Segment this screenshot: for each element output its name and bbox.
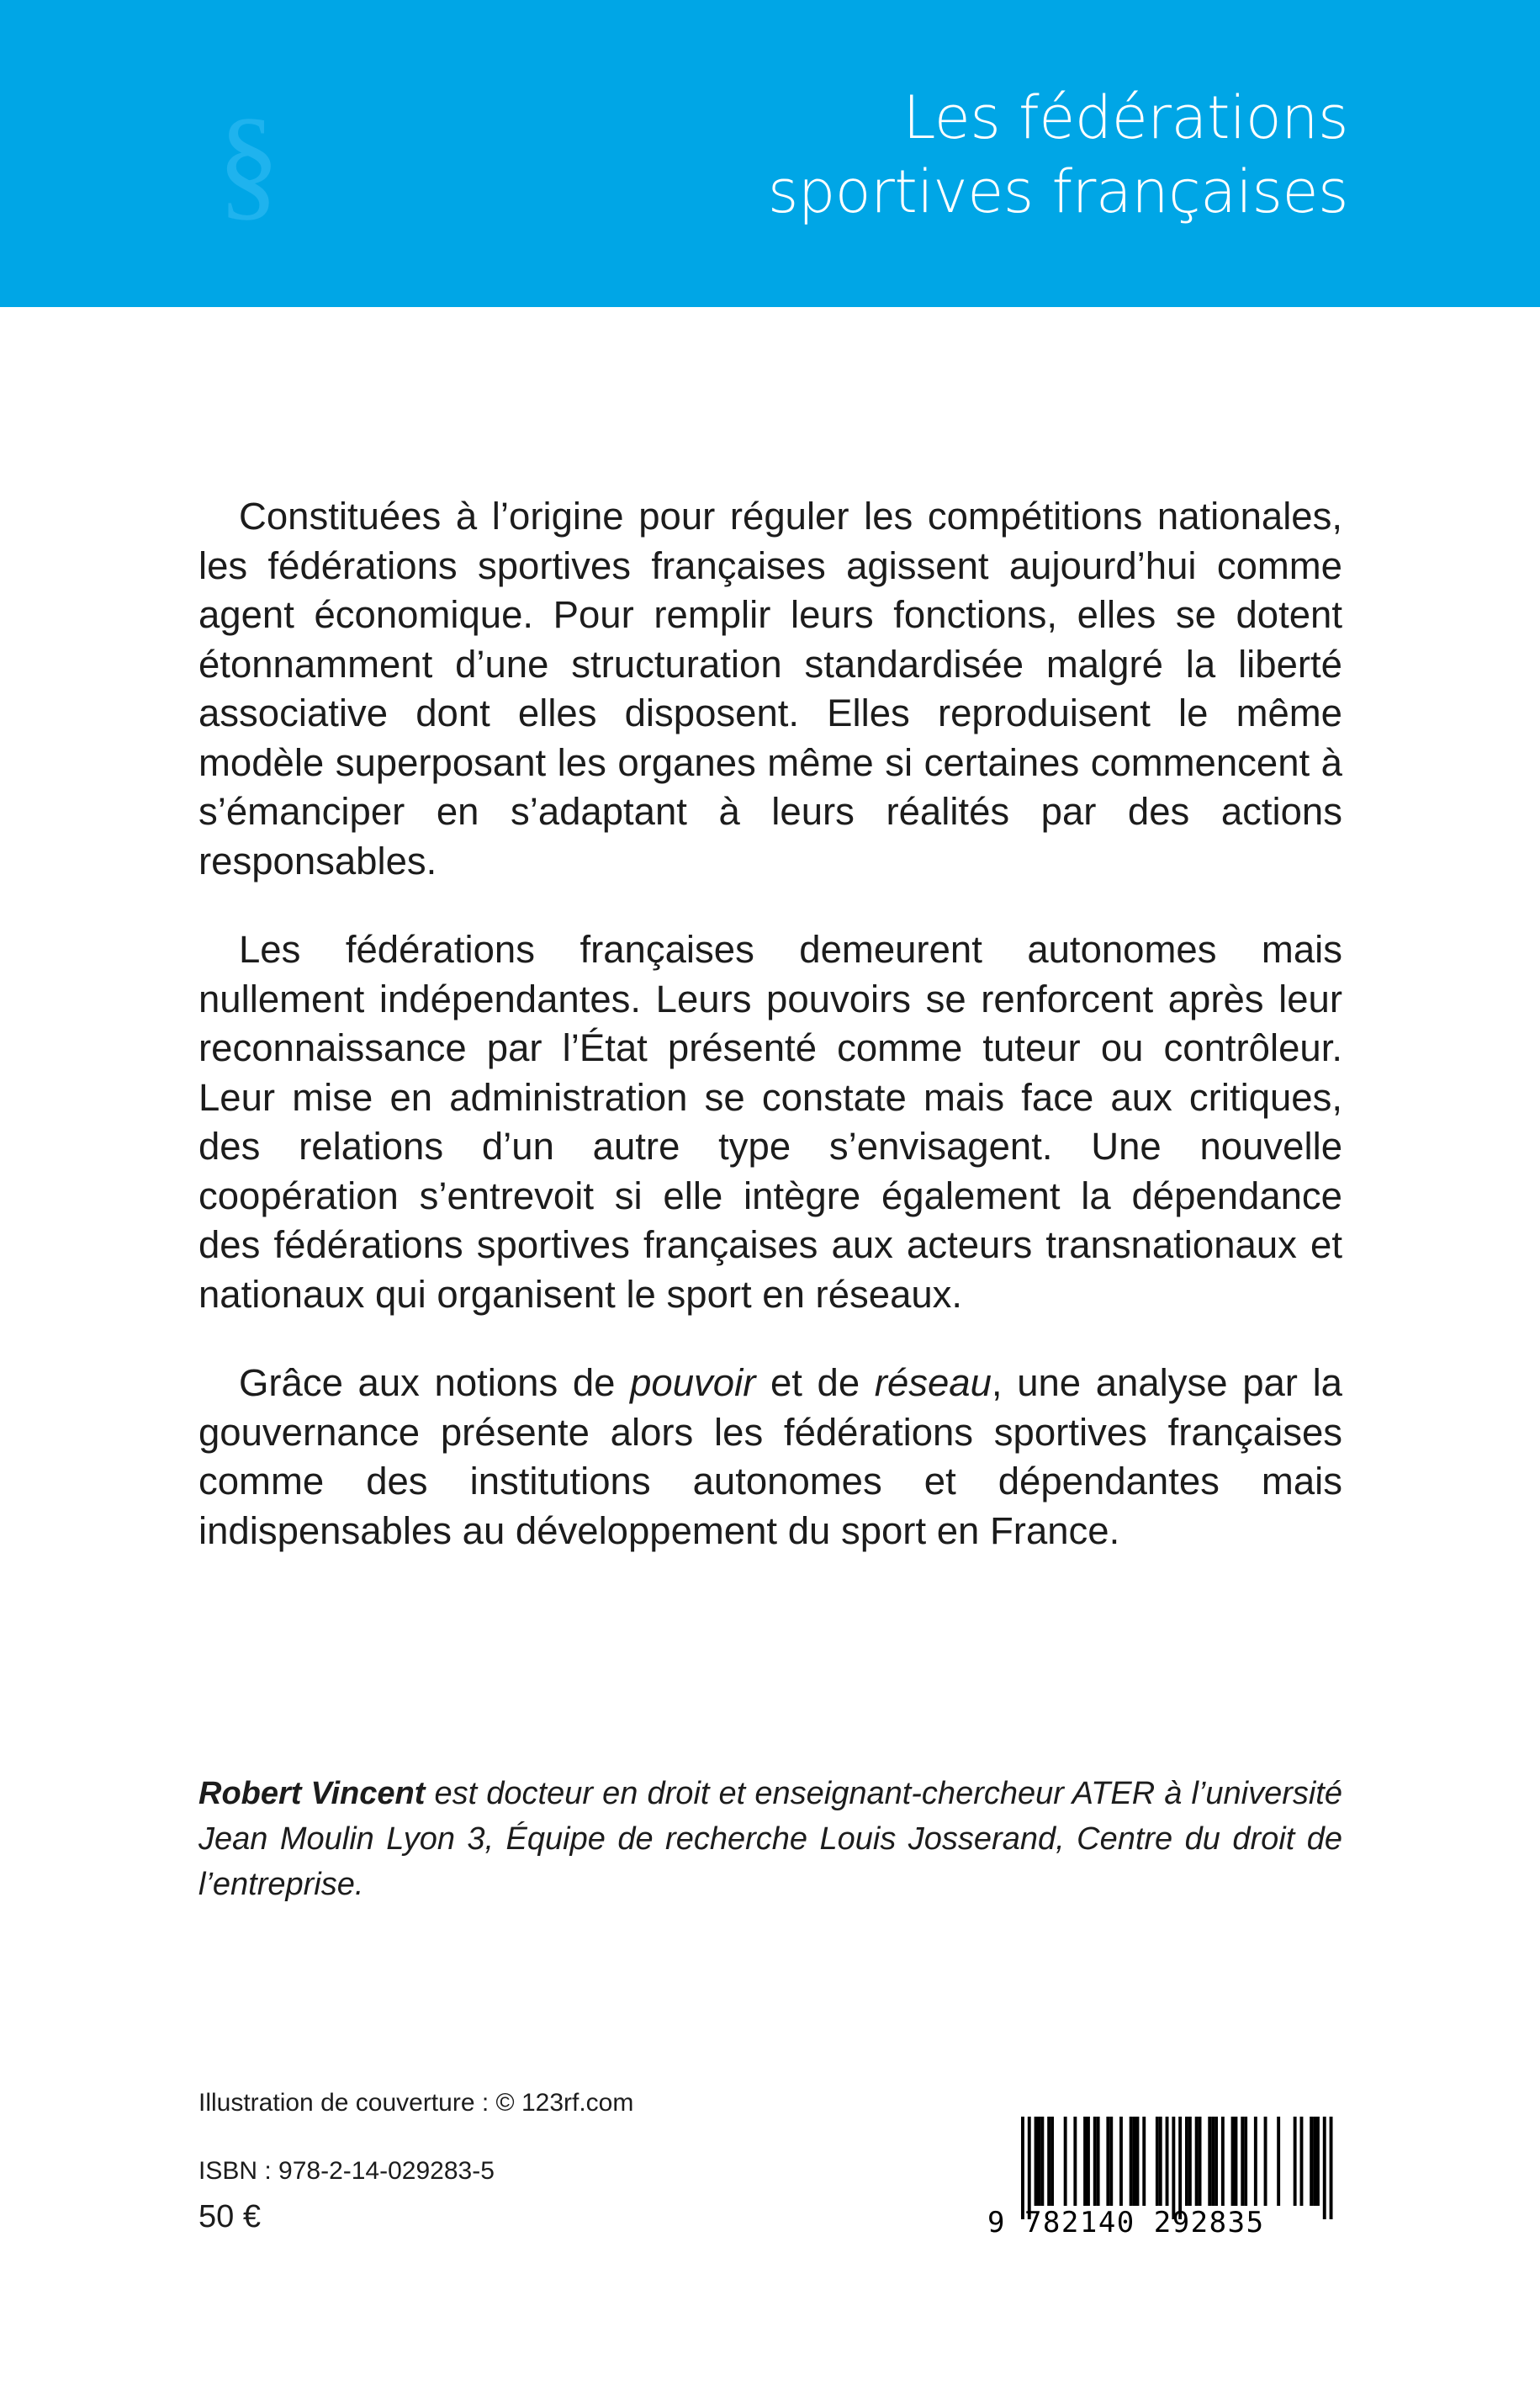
- barcode: [987, 2117, 1336, 2241]
- barcode-bar: [1244, 2117, 1247, 2206]
- barcode-bar: [1136, 2117, 1140, 2206]
- description-paragraph-3: [198, 1359, 1342, 1556]
- cover-illustration-credit: Illustration de couverture : © 123rf.com: [198, 2089, 634, 2117]
- barcode-bar: [1156, 2117, 1159, 2206]
- price: 50 €: [198, 2199, 261, 2234]
- author-bio: [198, 1771, 1342, 1907]
- barcode-bar: [1221, 2117, 1225, 2206]
- barcode-bar: [1241, 2117, 1244, 2206]
- barcode-bar: [1038, 2117, 1041, 2206]
- header-band: [0, 0, 1540, 307]
- barcode-bar: [1166, 2117, 1169, 2206]
- barcode-bar: [1208, 2117, 1211, 2206]
- section-mark-logo: §: [217, 93, 280, 232]
- book-title: [768, 81, 1348, 229]
- barcode-bar: [1097, 2117, 1100, 2206]
- barcode-digits: 9 782140 292835: [987, 2206, 1265, 2239]
- barcode-bar: [1130, 2117, 1133, 2206]
- barcode-bar: [1106, 2117, 1109, 2206]
- emphasis-reseau: réseau: [874, 1361, 992, 1404]
- paragraph-3-text-a: Grâce aux notions de: [239, 1361, 631, 1404]
- barcode-bar: [1264, 2117, 1267, 2206]
- barcode-bar: [1087, 2117, 1090, 2206]
- barcode-bar: [1316, 2117, 1320, 2206]
- barcode-bar: [1300, 2117, 1304, 2206]
- barcode-bar: [1133, 2117, 1136, 2206]
- author-bio-text: est docteur en droit et enseignant-chercheur ATER à l’université Jean Moulin Lyon 3, Équipe de recherche Louis Josserand, Centre du droit de l’entreprise.: [198, 1776, 1342, 1902]
- book-title-line-2: sportives françaises: [767, 157, 1348, 226]
- paragraph-3-text-b: et de: [755, 1361, 875, 1404]
- barcode-bar: [1073, 2117, 1077, 2206]
- barcode-bar: [1064, 2117, 1067, 2206]
- barcode-bar: [1047, 2117, 1050, 2206]
- barcode-bar: [1235, 2117, 1238, 2206]
- book-description: [198, 492, 1342, 1595]
- author-name: Robert Vincent: [198, 1776, 426, 1811]
- barcode-bar: [1195, 2117, 1199, 2206]
- paragraph-3-text-c: , une analyse par la gouvernance présente alors les fédérations sportives françaises comme des institutions autonomes et dépendantes mais indispensables au développement du sport en France.: [198, 1361, 1342, 1552]
- barcode-bar: [1159, 2117, 1162, 2206]
- barcode-bar: [1035, 2117, 1038, 2206]
- barcode-bar: [1119, 2117, 1123, 2206]
- barcode-bar: [1211, 2117, 1215, 2206]
- barcode-bar: [1254, 2117, 1257, 2206]
- description-paragraph-1: Constituées à l’origine pour réguler les compétitions nationales, les fédérations sportives françaises agissent aujourd’hui comme agent économique. Pour remplir leurs fonctions, elles se dotent étonnamment d’une structuration standardisée malgré la liberté associative dont elles disposent. Elles reproduisent le même modèle superposant les organes même si certaines commencent à s’émanciper en s’adaptant à leurs réalités par des actions responsables.: [198, 495, 1342, 882]
- isbn: ISBN : 978-2-14-029283-5: [198, 2157, 495, 2185]
- barcode-bar: [1185, 2117, 1188, 2206]
- barcode-bar: [1083, 2117, 1087, 2206]
- barcode-bar: [1040, 2117, 1044, 2206]
- barcode-bar: [1093, 2117, 1097, 2206]
- barcode-bar: [1050, 2117, 1054, 2206]
- barcode-bar: [1109, 2117, 1113, 2206]
- barcode-bar: [1313, 2117, 1316, 2206]
- barcode-bar: [1142, 2117, 1146, 2206]
- barcode-bar: [1310, 2117, 1313, 2206]
- book-title-line-1: Les fédérations: [902, 83, 1348, 152]
- barcode-bar: [1294, 2117, 1297, 2206]
- barcode-bar: [1215, 2117, 1218, 2206]
- barcode-bar: [1231, 2117, 1235, 2206]
- description-paragraph-2: Les fédérations françaises demeurent autonomes mais nullement indépendantes. Leurs pouvoirs se renforcent après leur reconnaissance par l’État présenté comme tuteur ou contrôleur. Leur mise en administration se constate mais face aux critiques, des relations d’un autre type s’envisagent. Une nouvelle coopération s’entrevoit si elle intègre également la dépendance des fédérations sportives françaises aux acteurs transnationaux et nationaux qui organisent le sport en réseaux.: [198, 928, 1342, 1316]
- emphasis-pouvoir: pouvoir: [630, 1361, 756, 1404]
- barcode-bar: [1277, 2117, 1280, 2206]
- barcode-bar: [1199, 2117, 1202, 2206]
- barcode-bar: [1188, 2117, 1192, 2206]
